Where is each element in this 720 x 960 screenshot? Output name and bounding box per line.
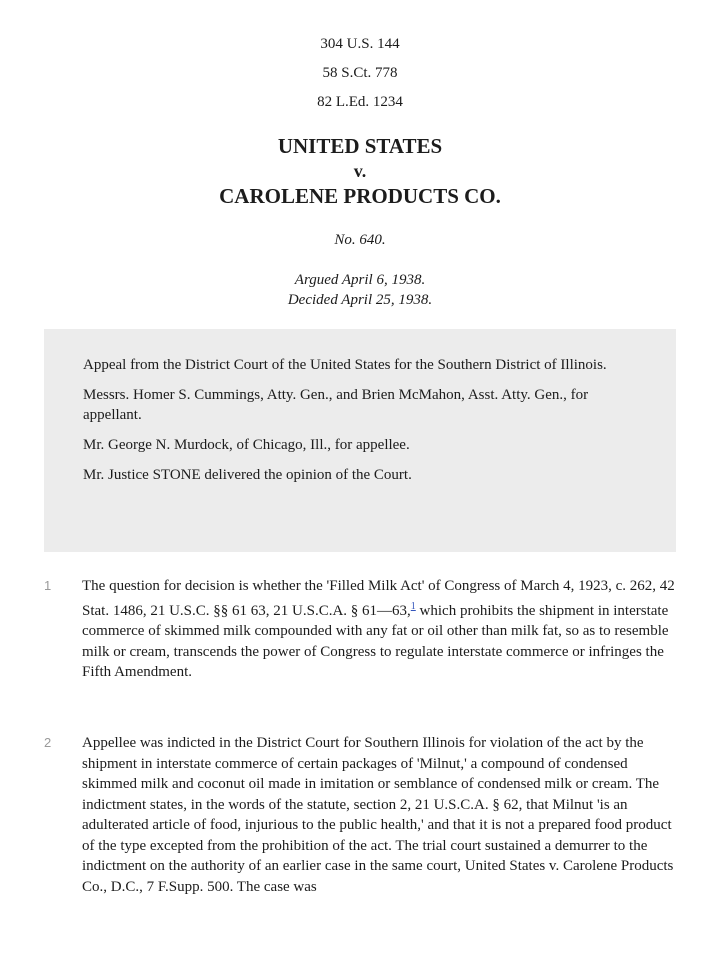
- case-defendant: CAROLENE PRODUCTS CO.: [219, 184, 501, 208]
- footnote-link[interactable]: 1: [410, 600, 416, 612]
- paragraph-text: The question for decision is whether the 'Filled Milk Act' of Congress of March 4, 1923, c. 262, 42 Stat. 1486, 21 U.S.C. §§ 61 63, 21 U.S.C.A. § 61—63,: [82, 578, 675, 619]
- case-dates: [0, 270, 720, 310]
- syllabus-appeal-origin: Appeal from the District Court of the United States for the Southern District of Illinois.: [83, 357, 607, 373]
- case-plaintiff: UNITED STATES: [277, 134, 443, 158]
- opinion-paragraph: Appellee was indicted in the District Court for Southern Illinois for violation of the act by the shipment in interstate commerce of certain packages of 'Milnut,' a compound of condensed skimmed milk and coconut oil made in imitation or semblance of condensed milk or cream. The indictment states, in the words of the statute, section 2, 21 U.S.C.A. § 62, that Milnut 'is an adulterated article of food, injurious to the public health,' and that it is not a prepared food product of the type excepted from the prohibition of the act. The trial court sustained a demurrer to the indictment on the authority of an earlier case in the same court, United States v. Carolene Products Co., D.C., 7 F.Supp. 500. The case was: [82, 735, 674, 895]
- paragraph-number: 1: [44, 578, 52, 593]
- docket-number: No. 640.: [334, 232, 386, 248]
- argued-date: Argued April 6, 1938.: [294, 272, 426, 288]
- citation-block: [0, 30, 720, 117]
- syllabus-appellee-counsel: Mr. George N. Murdock, of Chicago, Ill., for appellee.: [83, 437, 410, 453]
- syllabus-opinion-author: Mr. Justice STONE delivered the opinion of the Court.: [83, 467, 412, 483]
- syllabus-box: [44, 329, 676, 552]
- opinion-paragraph: [82, 576, 682, 683]
- citation-us-reports: 304 U.S. 144: [320, 36, 400, 52]
- citation-supreme-court-reporter: 58 S.Ct. 778: [322, 65, 398, 81]
- paragraph-text: which prohibits the shipment in interstate commerce of skimmed milk compounded with any fat or oil other than milk fat, so as to resemble milk or cream, transcends the power of Congress to regulate interstate commerce or infringes the Fifth Amendment.: [82, 602, 669, 680]
- case-versus: v.: [353, 161, 367, 181]
- case-title: [0, 132, 720, 210]
- paragraph-number: 2: [44, 735, 52, 750]
- syllabus-appellant-counsel: Messrs. Homer S. Cummings, Atty. Gen., and Brien McMahon, Asst. Atty. Gen., for appellant.: [83, 387, 589, 423]
- citation-lawyers-edition: 82 L.Ed. 1234: [317, 94, 403, 110]
- decided-date: Decided April 25, 1938.: [287, 292, 433, 308]
